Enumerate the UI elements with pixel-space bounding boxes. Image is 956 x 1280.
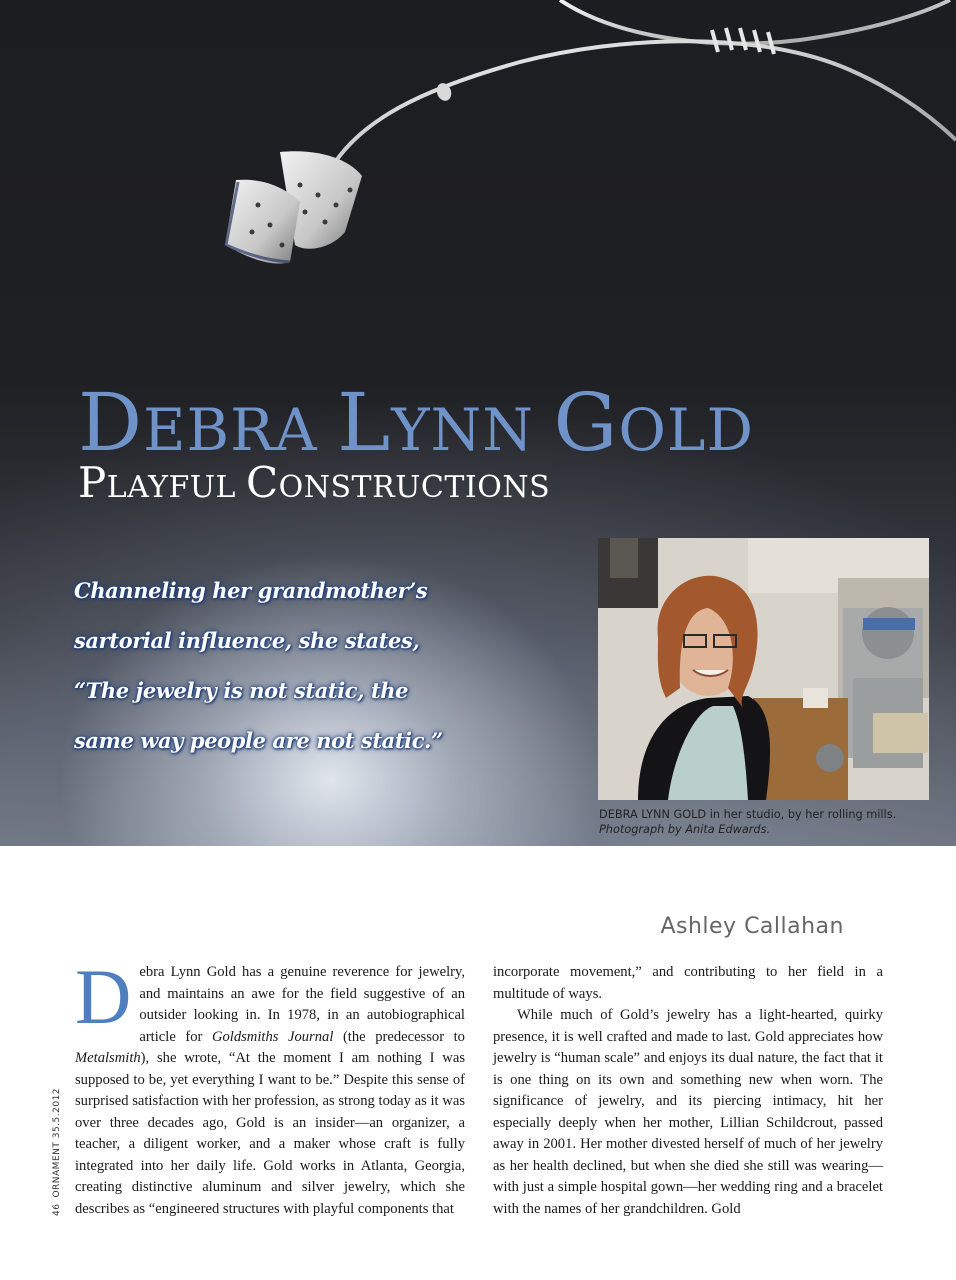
pull-quote-line: Channeling her grandmother’s [74, 578, 428, 603]
article-subtitle: PLAYFUL CONSTRUCTIONS [78, 458, 551, 507]
pull-quote-line: sartorial influence, she states, [74, 628, 420, 653]
portrait-photo [598, 538, 929, 800]
article-column-left [75, 953, 465, 1220]
caption-text: in her studio, by her rolling mills. [706, 808, 897, 821]
page-folio [52, 1088, 62, 1216]
article-title: DEBRA LYNN GOLD [78, 376, 754, 469]
necklace-illustration [0, 0, 956, 300]
caption-subject: DEBRA LYNN GOLD [599, 808, 707, 821]
article-column-right [493, 962, 883, 1220]
photo-caption [599, 807, 939, 837]
author-byline: Ashley Callahan [660, 914, 844, 939]
article-paragraph: incorporate movement,” and contributing to her field in a multitude of ways. [493, 964, 883, 1002]
photo-credit: Photograph by Anita Edwards. [599, 823, 771, 836]
article-paragraph: While much of Gold’s jewelry has a light-hearted, quirky presence, it is well crafted and made to last. Gold appreciates how jewelry is “human scale” and enjoys its dual nature, the fact that it is one thing on its own and something new when worn. The significance of jewelry, and its piercing intimacy, hit her especially deeply when her mother, Lillian Schildcrout, passed away in 2001. Her mother divested herself of much of her jewelry as her health declined, but when she died she still was wearing—with just a simple hospital gown—her wedding ring and a bracelet with the names of her grandchildren. Gold [493, 1007, 883, 1217]
pull-quote-line: same way people are not static.” [74, 728, 443, 753]
drop-cap: D [75, 953, 132, 1040]
page-number: 46 [52, 1203, 62, 1216]
publication-name: ORNAMENT 35.5.2012 [52, 1087, 62, 1198]
pull-quote [74, 566, 494, 766]
pull-quote-line: “The jewelry is not static, the [74, 678, 409, 703]
article-paragraph: Debra Lynn Gold has a genuine reverence for jewelry, and maintains an awe for the field suggestive of an outsider looking in. In 1978, in an autobiographical article for Goldsmiths Journal (the predecessor to Metalsmith), she wrote, “At the moment I am nothing I was supposed to be, yet everything I want to be.” Despite this sense of surprised satisfaction with her profession, as strong today as it was over three decades ago, Gold is an insider—an organizer, a teacher, a diligent worker, and a maker whose craft is fully integrated into her daily life. Gold works in Atlanta, Georgia, creating distinctive aluminum and silver jewelry, which she describes as “engineered structures with playful components that [75, 953, 465, 1217]
